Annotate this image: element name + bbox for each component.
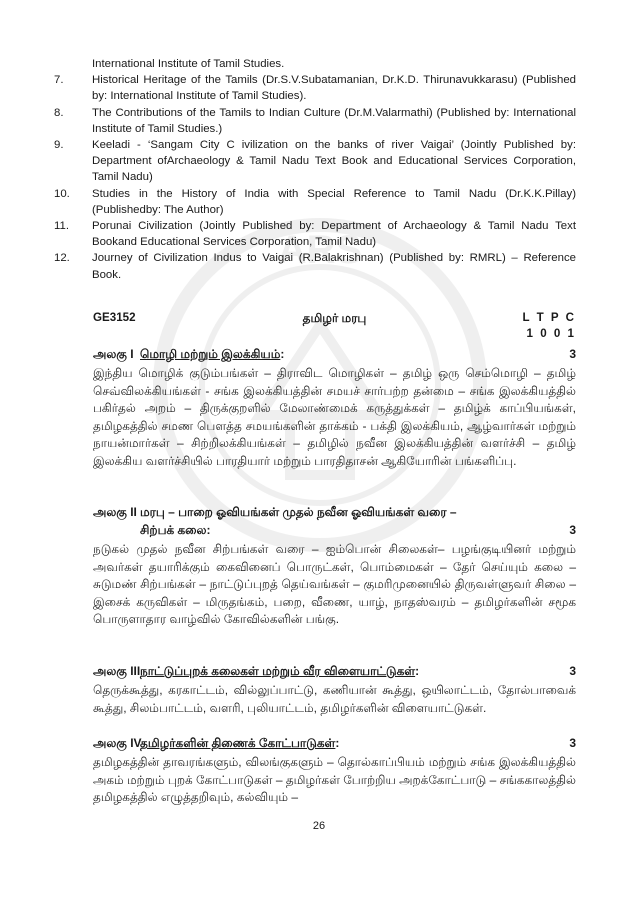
unit-body: இந்திய மொழிக் குடும்பங்கள் – திராவிட மொழிகள் – தமிழ் ஒரு செம்மொழி – தமிழ் செவ்விலக்கியங்கள் - சங்க இலக்கியத்தின் சமயச் சார்பற்ற தன்மை – சங்க இலக்கியத்தில் பகிர்தல் அறம் – திருக்குறளில் மேலாண்மைக் கருத்துக்கள் – தமிழ்க் காப்பியங்கள், தமிழகத்தில் சமண பௌத்த சமயங்களின் தாக்கம் - பக்தி இலக்கியம், ஆழ்வார்கள் மற்றும் நாயன்மார்கள் – சிற்றிலக்கியங்கள் – தமிழில் நவீன இலக்கியத்தின் வளர்ச்சி – தமிழ் இலக்கிய வளர்ச்சியில் பாரதியார் மற்றும் பாரதிதாசன் ஆகியோரின் பங்களிப்பு. [93,366,576,468]
reference-item [54,105,576,137]
unit-body: தெருக்கூத்து, கரகாட்டம், வில்லுப்பாட்டு, கணியான் கூத்து, ஒயிலாட்டம், தோல்பாவைக் கூத்து, சிலம்பாட்டம், வளரி, புலியாட்டம், தமிழர்களின் விளையாட்டுகள். [93,683,576,715]
unit-2-heading [93,505,576,541]
unit-1 [93,347,576,471]
unit-title-line2: சிற்பக் கலை: [140,523,211,537]
unit-label: அலகு II [93,505,137,519]
reference-item [54,250,576,282]
unit-title-wrap [140,736,339,752]
reference-number: 10. [54,187,70,200]
reference-item [54,137,576,186]
unit-1-heading [93,347,576,365]
reference-item [54,56,576,72]
unit-3-heading [93,664,576,682]
unit-title: நாட்டுப்புறக் கலைகள் மற்றும் வீர விளையாட்டுகள் [140,664,416,678]
reference-text: International Institute of Tamil Studies. [92,58,285,70]
reference-number [54,56,92,72]
reference-list [54,56,576,283]
unit-2 [93,505,576,629]
reference-number: 8. [54,106,64,119]
unit-4 [93,736,576,807]
reference-number: 7. [54,74,64,87]
unit-label: அலகு I [93,347,134,361]
reference-number: 9. [54,139,64,152]
reference-item [54,72,576,104]
unit-hours: 3 [569,664,576,678]
reference-item [54,186,576,218]
unit-title-line1: மரபு – பாறை ஓவியங்கள் முதல் நவீன ஓவியங்கள் வரை – [140,505,457,519]
reference-text: Porunai Civilization (Jointly Published by: Department of Archaeology & Tamil Nadu Text Bookand Educational Services Corporation, Tamil Nadu) [92,220,576,249]
reference-number: 11. [54,220,69,233]
course-title: தமிழர் மரபு [302,311,367,325]
unit-label: அலகு III [93,664,141,678]
unit-title-wrap [140,347,284,363]
reference-text: Keeladi - ‘Sangam City C ivilization on the banks of river Vaigai’ (Jointly Published by: Department ofArchaeology & Tamil Nadu Text Book and Educational Services Corporation, Tamil Nadu) [92,139,576,184]
reference-item [54,218,576,250]
unit-4-heading [93,736,576,754]
reference-number: 12. [54,252,70,265]
unit-title-wrap [140,664,419,680]
unit-title-suffix: : [415,664,420,678]
ltpc-header: L T P C [522,311,576,324]
unit-title-suffix: : [280,347,285,361]
unit-hours: 3 [569,523,576,537]
reference-text: Historical Heritage of the Tamils (Dr.S.V.Subatamanian, Dr.K.D. Thirunavukkarasu) (Published by: International Institute of Tamil Studies). [92,74,576,103]
unit-3 [93,664,576,717]
unit-title-suffix: : [335,736,340,750]
unit-title: தமிழர்களின் திணைக் கோட்பாடுகள் [140,736,336,750]
unit-body: தமிழகத்தின் தாவரங்களும், விலங்குகளும் – தொல்காப்பியம் மற்றும் சங்க இலக்கியத்தில் அகம் மற்றும் புறக் கோட்பாடுகள் – தமிழர்கள் போற்றிய அறக்கோட்பாடு – சங்ககாலத்தில் தமிழகத்தில் எழுத்தறிவும், கல்வியும் – [93,755,576,805]
reference-text: Journey of Civilization Indus to Vaigai (R.Balakrishnan) (Published by: RMRL) – Reference Book. [92,252,576,281]
ltpc-values: 1 0 0 1 [526,327,576,340]
watermark-text: ARS [277,228,363,272]
reference-text: The Contributions of the Tamils to Indian Culture (Dr.M.Valarmathi) (Published by: International Institute of Tamil Studies.) [92,106,576,135]
unit-hours: 3 [569,347,576,361]
course-code: GE3152 [93,311,136,324]
unit-title: மொழி மற்றும் இலக்கியம் [140,347,281,361]
reference-text: Studies in the History of India with Special Reference to Tamil Nadu (Dr.K.K.Pillay) (Publishedby: The Author) [92,187,576,216]
unit-hours: 3 [569,736,576,750]
page-number: 26 [312,820,326,832]
unit-body: நடுகல் முதல் நவீன சிற்பங்கள் வரை – ஐம்பொன் சிலைகள்– பழங்குடியினர் மற்றும் அவர்கள் தயாரிக்கும் கைவினைப் பொருட்கள், பொம்மைகள் – தேர் செய்யும் கலை – சுடுமண் சிற்பங்கள் – நாட்டுப்புறத் தெய்வங்கள் – குமரிமுனையில் திருவள்ளுவர் சிலை – இசைக் கருவிகள் – மிருதங்கம், பறை, வீணை, யாழ், நாதஸ்வரம் – தமிழர்களின் சமூக பொருளாதார வாழ்வில் கோவில்களின் பங்கு. [93,542,576,627]
unit-label: அலகு IV [93,736,142,750]
